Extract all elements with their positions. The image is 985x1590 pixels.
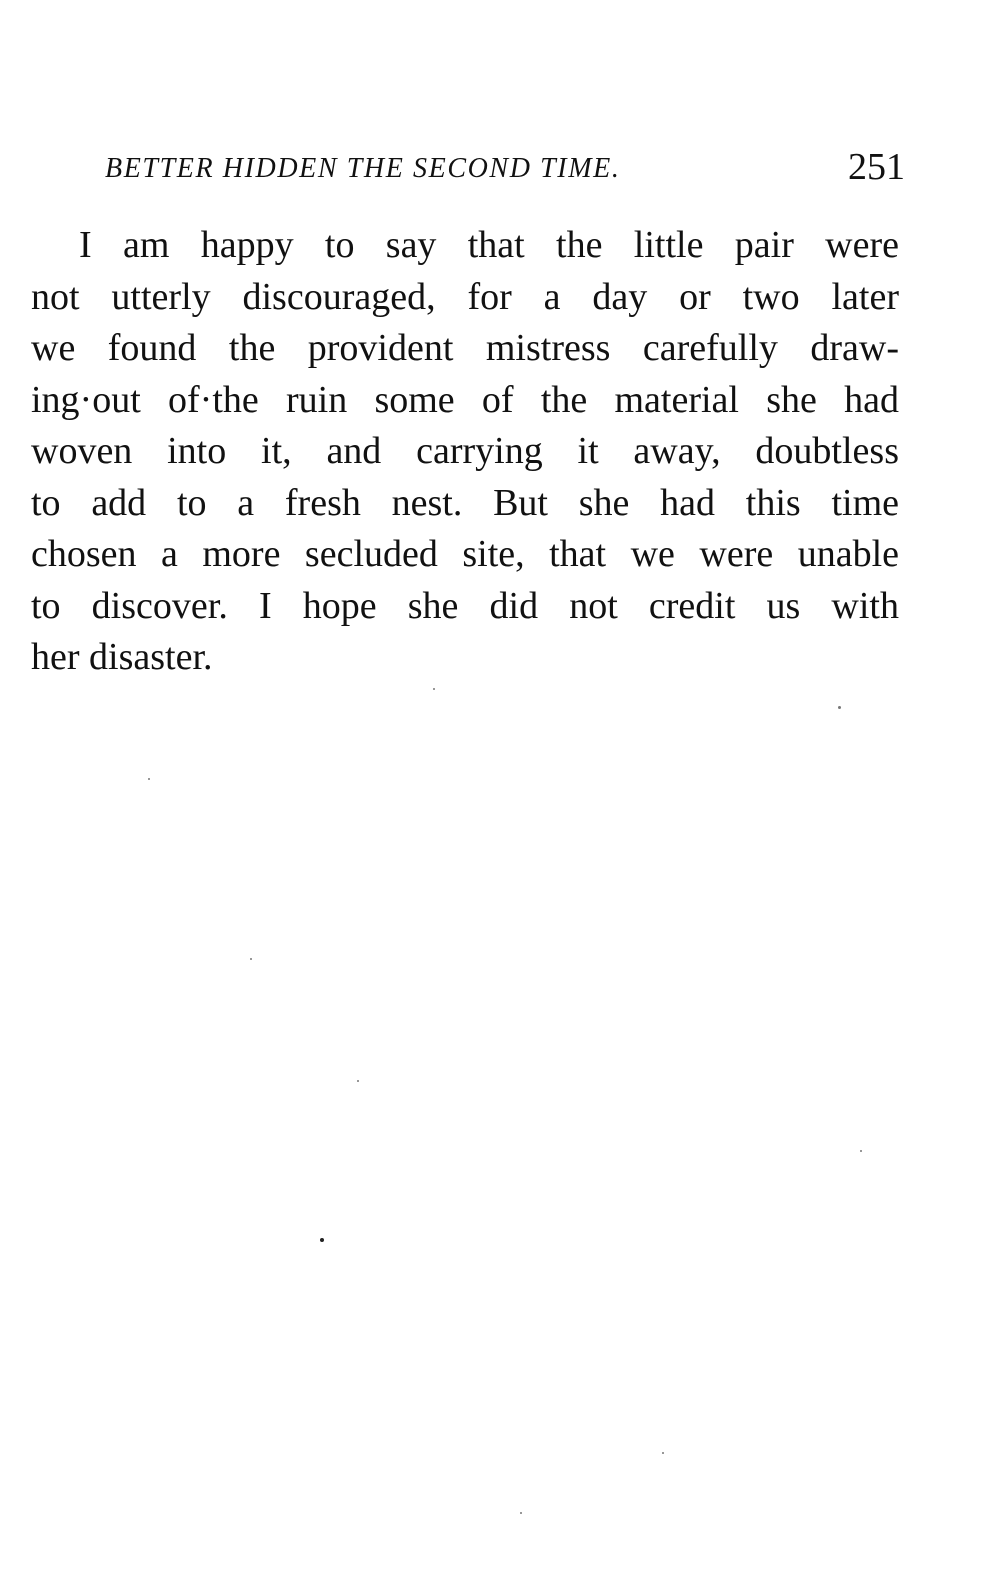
text-line: I am happy to say that the little pair were	[79, 224, 899, 266]
scan-speck	[860, 1150, 862, 1152]
text-line: ing·out of·the ruin some of the material she had	[31, 378, 899, 421]
scan-speck	[433, 688, 435, 690]
text-line: not utterly discouraged, for a day or two later	[31, 275, 899, 318]
running-head	[105, 145, 905, 195]
text-line: we found the provident mistress carefully draw-	[31, 327, 899, 369]
text-line: woven into it, and carrying it away, doubtless	[31, 430, 899, 472]
scan-speck	[662, 1452, 664, 1454]
scan-speck	[250, 958, 252, 960]
scan-speck	[838, 706, 841, 709]
scan-speck	[357, 1080, 359, 1082]
text-line: chosen a more secluded site, that we were unable	[31, 533, 899, 575]
scan-speck	[320, 1238, 324, 1242]
text-line: to discover. I hope she did not credit us with	[31, 584, 899, 627]
scan-speck	[148, 778, 150, 780]
body-paragraph	[31, 220, 899, 684]
scan-speck	[520, 1512, 522, 1514]
page-number: 251	[848, 146, 905, 188]
running-title: BETTER HIDDEN THE SECOND TIME.	[105, 153, 621, 184]
text-line: to add to a fresh nest. But she had this time	[31, 481, 899, 524]
text-line: her disaster.	[31, 636, 213, 678]
